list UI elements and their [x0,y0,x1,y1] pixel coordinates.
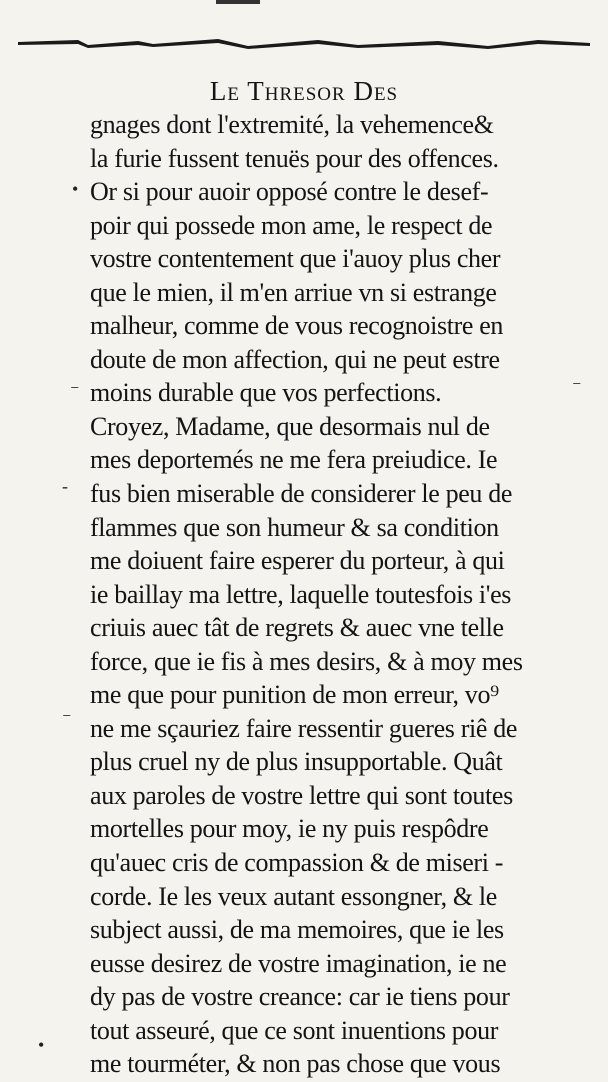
text-line: moins durable que vos perfections. [90,378,442,408]
text-line: eusse desirez de vostre imagination, ie ne [90,948,507,978]
text-line: Croyez, Madame, que desormais nul de [90,411,490,441]
text-line: que le mien, il m'en arriue vn si estrange [90,277,497,307]
text-line: fus bien miserable de considerer le peu de [90,479,513,509]
text-line: criuis auec tât de regrets & auec vne telle [90,613,504,643]
text-line: qu'auec cris de compassion & de miseri - [90,848,504,878]
text-line: me tourméter, & non pas chose que vous [90,1049,501,1079]
text-line: dy pas de vostre creance: car ie tiens pour [90,982,510,1012]
margin-tick-mark: ⁻ [70,381,80,401]
running-head: Le Thresor Des [209,76,399,106]
margin-tick-mark: ⁻ [572,377,582,397]
ornamental-rule [18,36,590,50]
margin-dot-mark: • [72,179,79,199]
text-line: corde. Ie les veux autant essongner, & le [90,881,497,911]
body-text [90,108,590,1081]
text-line: gnages dont l'extremité, la vehemence& [90,110,494,139]
margin-tick-mark: ‐ [62,476,68,496]
text-line: me que pour punition de mon erreur, vo⁹ [90,680,499,710]
text-line: ne me sçauriez faire ressentir gueres riê de [90,713,518,743]
text-line: poir qui possede mon ame, le respect de [90,210,493,240]
text-line: plus cruel ny de plus insupportable. Quât [90,747,503,777]
text-line: la furie fussent tenuës pour des offences. [90,143,499,173]
text-line: me doiuent faire esperer du porteur, à qui [90,546,505,576]
text-line: doute de mon affection, qui ne peut estre [90,344,500,374]
text-line: malheur, comme de vous recognoistre en [90,311,504,341]
margin-tick-mark: ⁻ [62,709,72,729]
text-line: force, que ie fis à mes desirs, & à moy mes [90,646,523,676]
text-line: tout asseuré, que ce sont inuentions pour [90,1015,499,1045]
text-line: ie baillay ma lettre, laquelle toutesfois i'es [90,579,512,609]
text-line: mortelles pour moy, ie ny puis respôdre [90,814,489,844]
text-line: vostre contentement que i'auoy plus cher [90,244,501,274]
text-line: subject aussi, de ma memoires, que ie les [90,915,504,945]
text-line: flammes que son humeur & sa condition [90,512,499,542]
text-line: mes deportemés ne me fera preiudice. Ie [90,445,498,475]
text-line: aux paroles de vostre lettre qui sont toutes [90,780,513,810]
text-line: Or si pour auoir opposé contre le desef- [90,177,489,207]
page-edge-mark [216,0,260,4]
margin-dot-mark: • [38,1035,45,1055]
